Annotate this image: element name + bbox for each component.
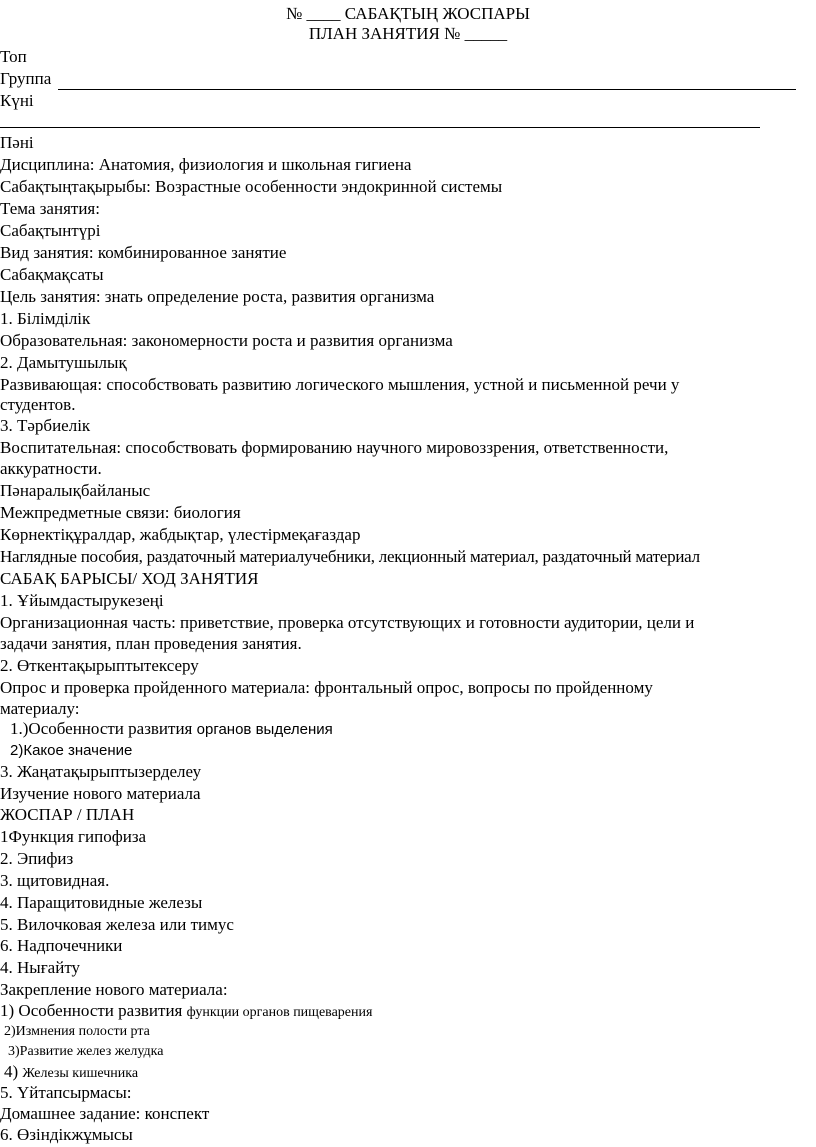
new-topic-kz: 3. Жаңатақырыптызерделеу [0, 762, 202, 781]
consolidation-heading: Закрепление нового материала: [0, 980, 228, 999]
check-ru-line1: Опрос и проверка пройденного материала: фронтальный опрос, вопросы по пройденному [0, 678, 653, 697]
interdisc-ru: Межпредметные связи: биология [0, 503, 241, 522]
course-heading: САБАҚ БАРЫСЫ/ ХОД ЗАНЯТИЯ [0, 569, 259, 588]
dev-goal-kz: 2. Дамытушылық [0, 353, 127, 372]
consolidation-3: 3)Развитие желез желудка [8, 1044, 164, 1059]
plan-item: 5. Вилочковая железа или тимус [0, 915, 234, 934]
topic-ru-label: Тема занятия: [0, 199, 100, 218]
goal-ru-line: Цель занятия: знать определение роста, развития организма [0, 287, 435, 306]
org-stage-ru-line1: Организационная часть: приветствие, проверка отсутствующих и готовности аудитории, цели и [0, 613, 695, 632]
question-1-end: органов выделения [196, 721, 333, 738]
upb-goal-ru-line2: аккуратности. [0, 459, 102, 478]
homework-kz: 5. Үйтапсырмасы: [0, 1083, 132, 1102]
upb-goal-kz: 3. Тәрбиелік [0, 416, 91, 435]
consolidation-1-start: 1) Особенности развития [0, 1001, 187, 1020]
plan-item: 1Функция гипофиза [0, 827, 147, 846]
aids-kz: Көрнектіқұралдар, жабдықтар, үлестірмеқағаздар [0, 525, 361, 544]
topic-kz-line: Сабақтыңтақырыбы: Возрастные особенности эндокринной системы [0, 177, 503, 196]
question-1 [10, 718, 333, 741]
group-kz-label: Топ [0, 47, 27, 66]
homework-ru: Домашнее задание: конспект [0, 1104, 210, 1123]
type-kz-label: Сабақтынтүрі [0, 221, 101, 240]
goal-kz-heading: Сабақмақсаты [0, 265, 104, 284]
plan-item: 4. Паращитовидные железы [0, 893, 203, 912]
group-ru-label: Группа [0, 69, 52, 88]
new-topic-ru: Изучение нового материала [0, 784, 201, 803]
question-1-start: 1.)Особенности развития [10, 719, 197, 738]
title-kz: № ____ САБАҚТЫҢ ЖОСПАРЫ [286, 4, 530, 23]
consolidation-2: 2)Измнения полости рта [4, 1024, 150, 1039]
discipline-line: Дисциплина: Анатомия, физиология и школьная гигиена [0, 155, 412, 174]
check-kz: 2. Өткентақырыптытексеру [0, 656, 199, 675]
consolidation-1-end: функции органов пищеварения [186, 1005, 373, 1020]
org-stage-ru-line2: задачи занятия, план проведения занятия. [0, 634, 302, 653]
plan-item: 2. Эпифиз [0, 849, 74, 868]
plan-item: 4. Нығайту [0, 958, 81, 977]
interdisc-kz: Пәнаралықбайланыс [0, 481, 151, 500]
edu-goal-kz: 1. Білімділік [0, 309, 91, 328]
plan-item: 6. Надпочечники [0, 936, 123, 955]
type-ru-line: Вид занятия: комбинированное занятие [0, 243, 287, 262]
self-work-kz: 6. Өзіндікжұмысы [0, 1125, 133, 1144]
edu-goal-ru: Образовательная: закономерности роста и развития организма [0, 331, 453, 350]
dev-goal-ru-line1: Развивающая: способствовать развитию логического мышления, устной и письменной речи у [0, 375, 680, 394]
day-underline [0, 127, 760, 128]
question-2: 2)Какое значение [10, 742, 133, 759]
consolidation-4-end: Железы кишечника [22, 1066, 139, 1081]
aids-ru: Наглядные пособия, раздаточный материалучебники, лекционный материал, раздаточный материал [0, 547, 700, 566]
org-stage-kz: 1. Ұйымдастырукезеңі [0, 591, 164, 610]
upb-goal-ru-line1: Воспитательная: способствовать формированию научного мировоззрения, ответственности, [0, 438, 669, 457]
dev-goal-ru-line2: студентов. [0, 395, 76, 414]
group-underline [58, 89, 796, 90]
subject-kz-label: Пәні [0, 133, 34, 152]
plan-heading: ЖОСПАР / ПЛАН [0, 805, 135, 824]
plan-item: 3. щитовидная. [0, 871, 110, 890]
check-ru-line2: материалу: [0, 699, 80, 718]
consolidation-4-start: 4) [4, 1062, 23, 1081]
title-ru: ПЛАН ЗАНЯТИЯ № _____ [308, 24, 508, 43]
day-label: Күні [0, 91, 34, 110]
